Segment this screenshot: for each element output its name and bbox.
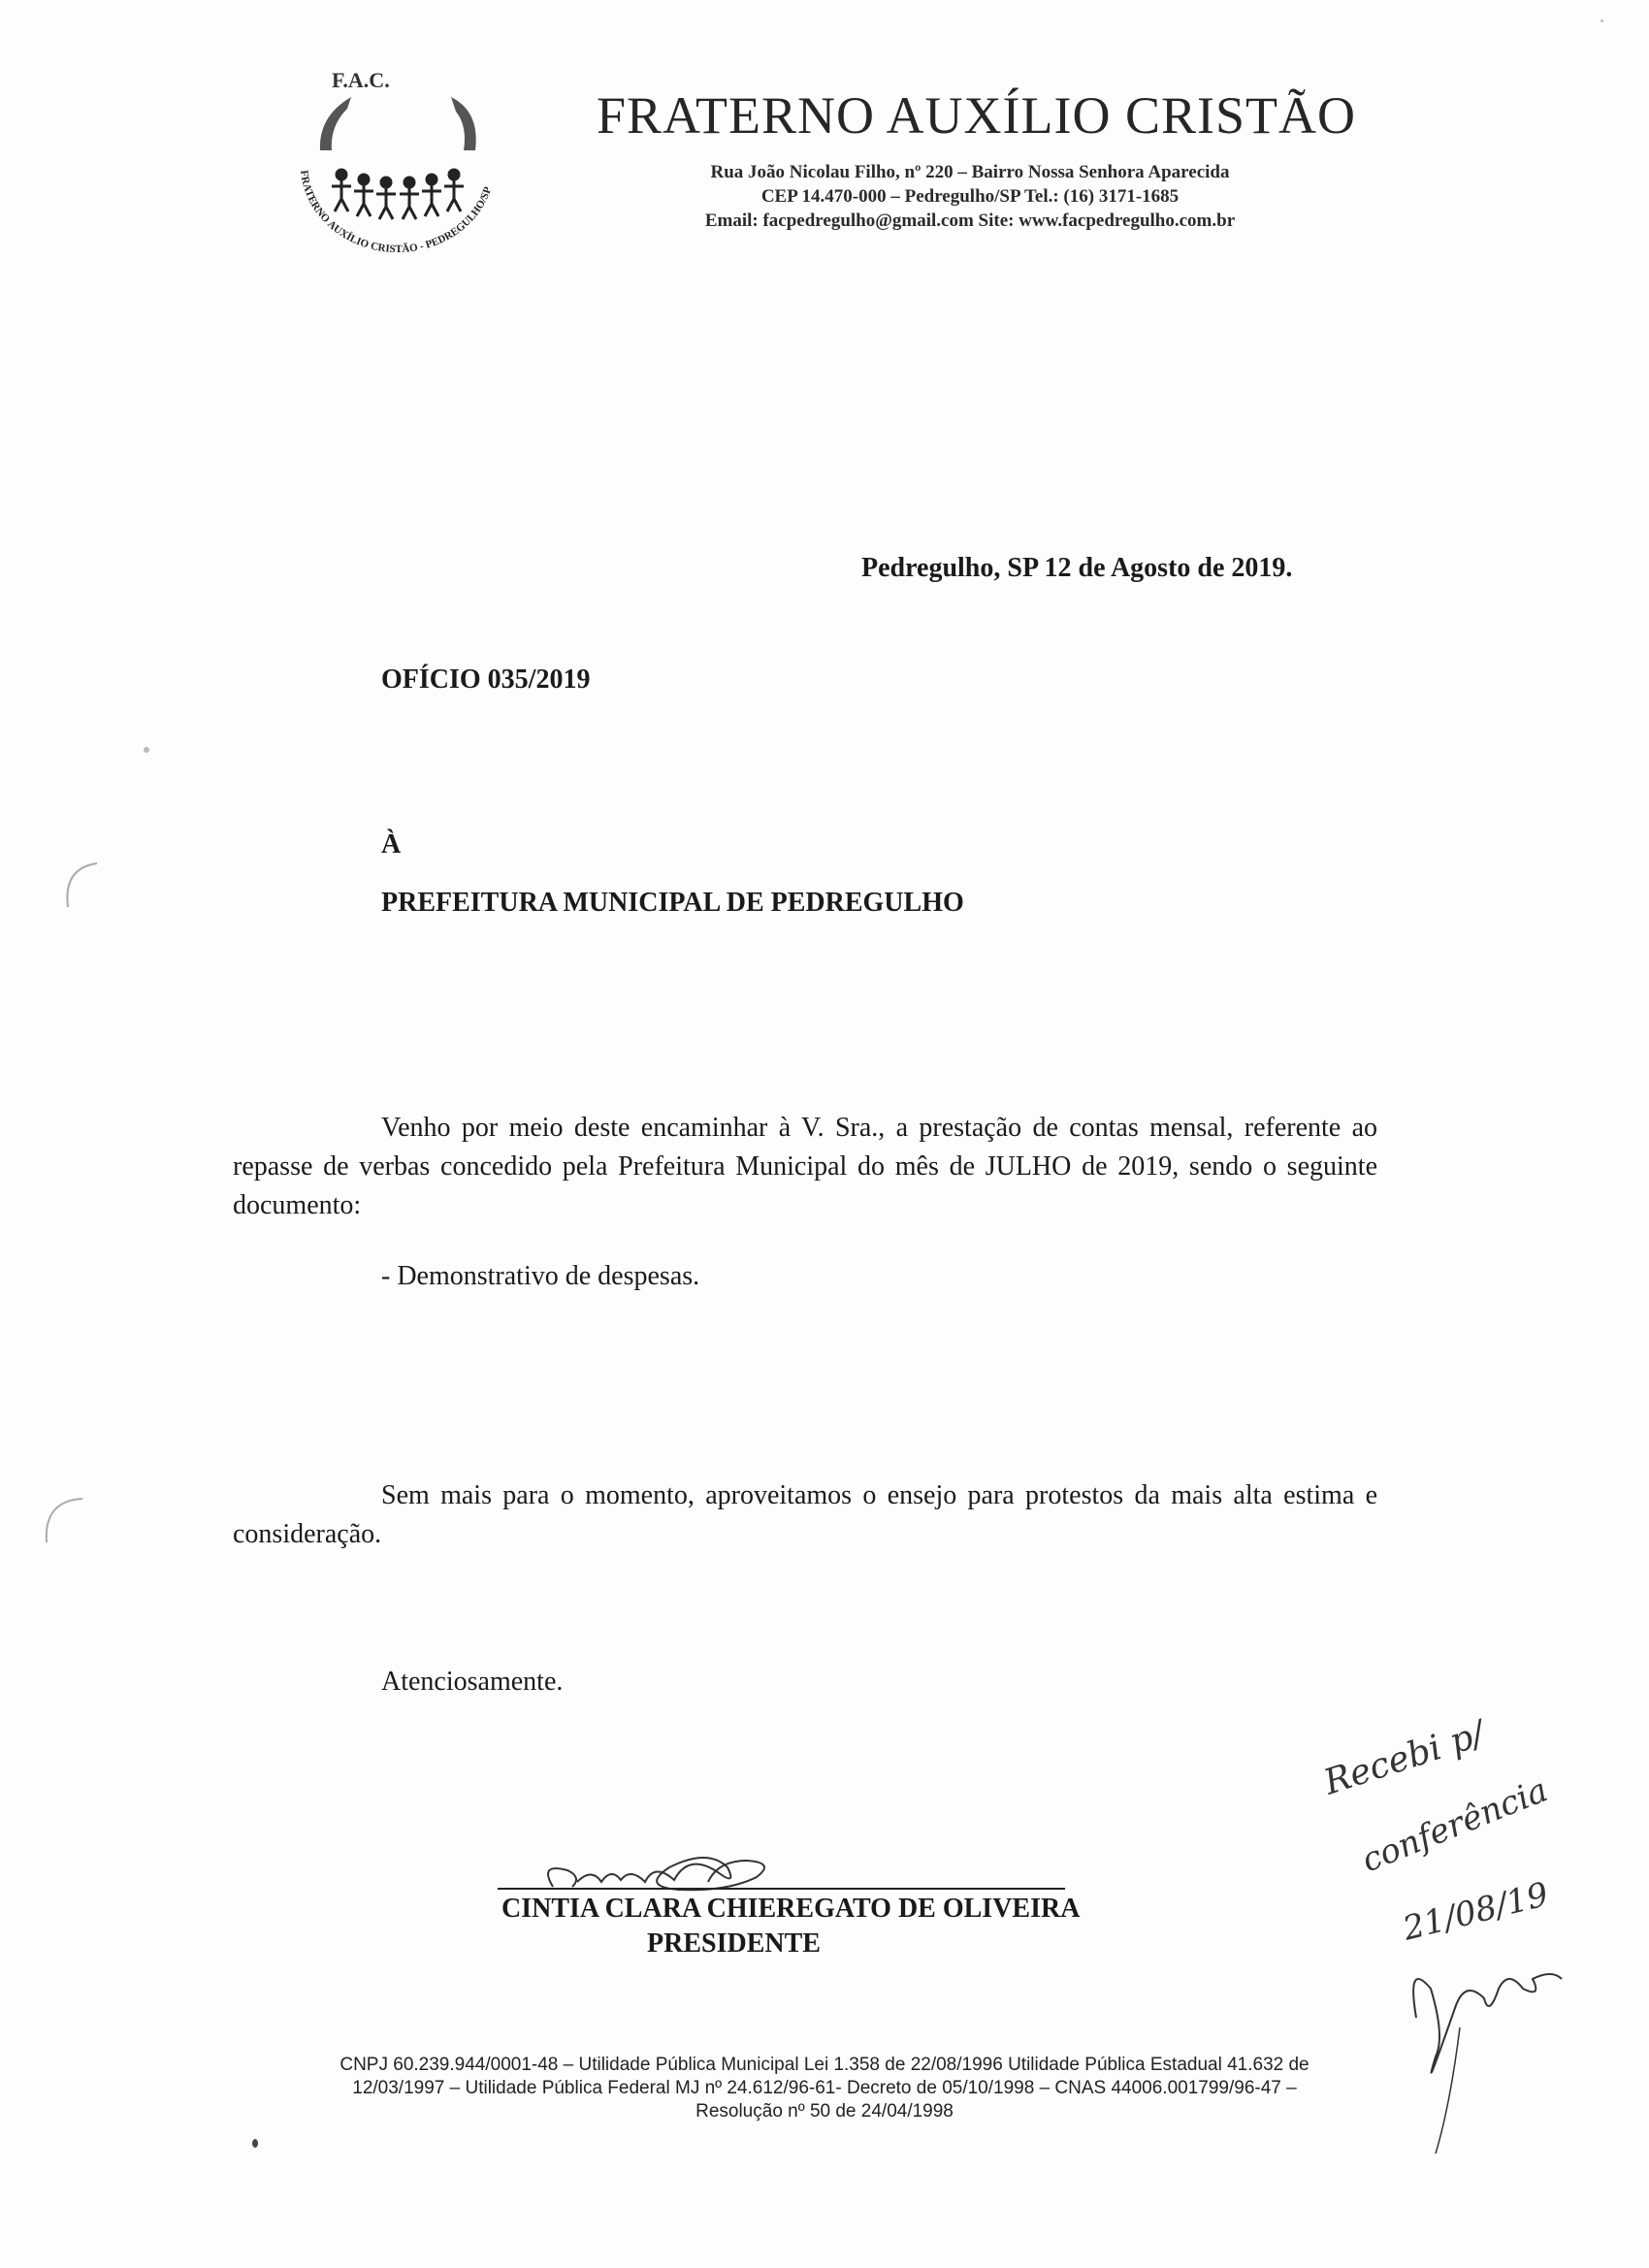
scan-speck (144, 747, 149, 753)
footer-line: 12/03/1997 – Utilidade Pública Federal MJ nº 24.612/96-61- Decreto de 05/10/1998 – CNAS 44006.001799/96-47 – (352, 2078, 1297, 2098)
svg-text:21/08/19: 21/08/19 (1399, 1874, 1553, 1949)
document-list-item: - Demonstrativo de despesas. (381, 1261, 700, 1291)
signer-name: CINTIA CLARA CHIEREGATO DE OLIVEIRA (501, 1894, 1081, 1924)
left-hand-icon (320, 97, 351, 150)
signature-line (498, 1888, 1065, 1890)
right-hand-icon (451, 97, 476, 150)
svg-text:Recebi p/: Recebi p/ (1319, 1713, 1490, 1803)
legal-footer (233, 2054, 1416, 2123)
body-paragraph: Venho por meio deste encaminhar à V. Sra., a prestação de contas mensal, referente ao repasse de verbas concedido pela Prefeitura Municipal do mês de JULHO de 2019, sendo o seguinte documento: (233, 1113, 1377, 1220)
scan-speck (252, 2139, 258, 2148)
recipient-prefix: À (381, 829, 402, 859)
letter-reference: OFÍCIO 035/2019 (381, 664, 591, 695)
closing-paragraph: Sem mais para o momento, aproveitamos o ensejo para protestos da mais alta estima e consideração. (233, 1480, 1377, 1549)
handwritten-signature (485, 1843, 1086, 1901)
organization-logo (281, 58, 514, 281)
organization-address (621, 160, 1319, 233)
scan-edge-mark (58, 854, 107, 912)
contact-line: Email: facpedregulho@gmail.com Site: www.facpedregulho.com.br (704, 211, 1236, 231)
svg-text:conferência: conferência (1356, 1770, 1554, 1881)
recipient-name: PREFEITURA MUNICIPAL DE PEDREGULHO (381, 888, 964, 918)
scan-edge-mark (39, 1489, 87, 1547)
footer-line: CNPJ 60.239.944/0001-48 – Utilidade Pública Municipal Lei 1.358 de 22/08/1996 Utilidade Pública Estadual 41.632 de (340, 2055, 1310, 2075)
complimentary-close: Atenciosamente. (381, 1667, 564, 1697)
scan-speck (1600, 19, 1603, 22)
letter-date: Pedregulho, SP 12 de Agosto de 2019. (861, 553, 1293, 583)
phone-line: CEP 14.470-000 – Pedregulho/SP Tel.: (16) 3171-1685 (760, 186, 1180, 207)
logo-ring-text: FRATERNO AUXÍLIO CRISTÃO - PEDREGULHO/SP (298, 169, 495, 256)
footer-line: Resolução nº 50 de 24/04/1998 (695, 2101, 954, 2122)
logo-initials: F.A.C. (332, 68, 390, 92)
organization-name: FRATERNO AUXÍLIO CRISTÃO (597, 86, 1357, 145)
address-line: Rua João Nicolau Filho, nº 220 – Bairro Nossa Senhora Aparecida (710, 162, 1230, 182)
signer-role: PRESIDENTE (647, 1928, 821, 1959)
